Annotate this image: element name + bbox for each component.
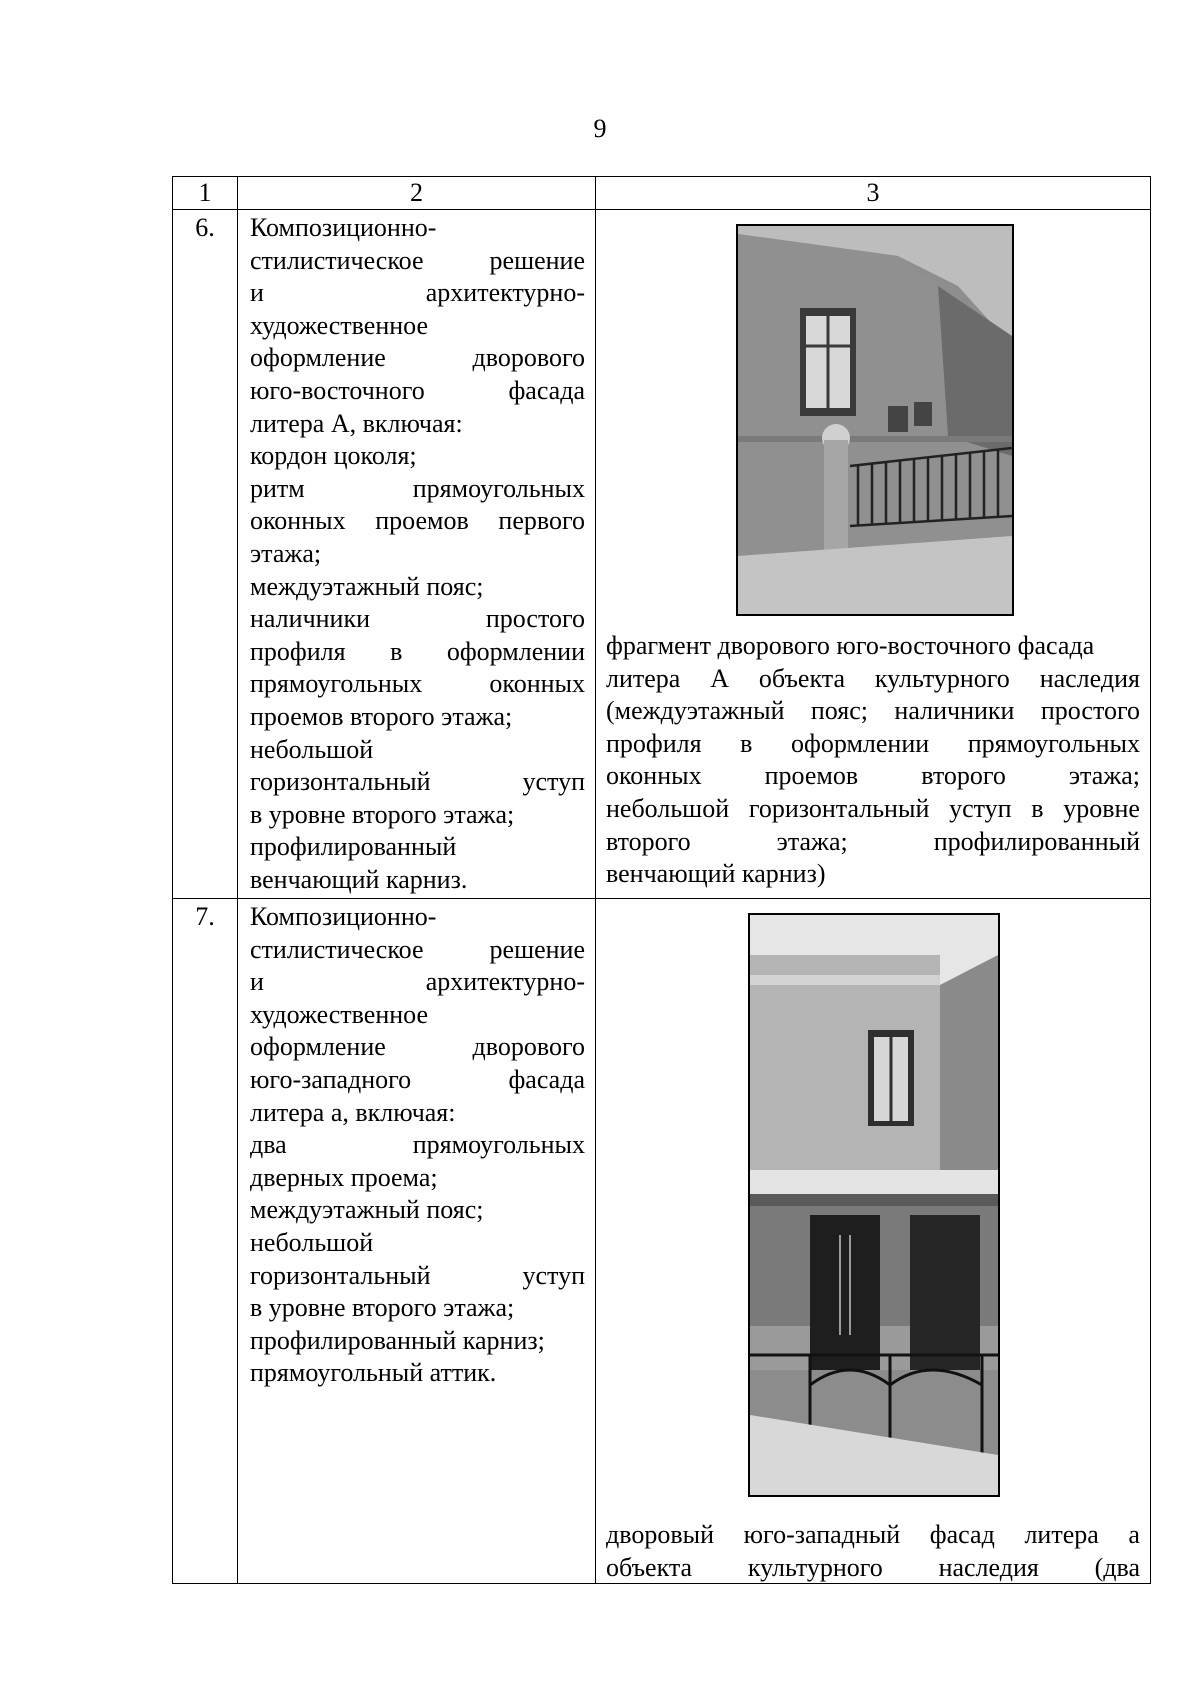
word: уровне: [1063, 793, 1140, 823]
description-line: в уровне второго этажа;: [250, 799, 515, 829]
word: этажа;: [776, 826, 848, 856]
photo-caption: [606, 1519, 1140, 1584]
description-line: [250, 473, 585, 506]
photo-cell: [596, 899, 1151, 1584]
description-line: [250, 934, 585, 967]
description-line: междуэтажный пояс;: [250, 571, 484, 601]
row-number: 6.: [173, 210, 238, 899]
description-line: Композиционно-: [250, 902, 437, 931]
description-line: [250, 277, 585, 310]
word: юго-восточного: [250, 375, 425, 405]
caption-line: [606, 793, 1140, 826]
word: простого: [1040, 696, 1140, 726]
word: прямоугольных: [250, 669, 423, 699]
word: профиля: [250, 636, 346, 666]
facade-photo-southeast: [736, 224, 1014, 616]
photo-cell: [596, 210, 1151, 899]
word: уступ: [949, 793, 1012, 823]
word: оконных: [606, 761, 702, 791]
description-line: [250, 245, 585, 278]
caption-line: [606, 728, 1140, 761]
word: культурного: [874, 663, 1010, 693]
word: а: [1128, 1520, 1140, 1549]
description-line: [250, 668, 585, 701]
word: архитектурно-: [425, 278, 585, 308]
word: юго-западного: [250, 1064, 412, 1094]
word: первого: [498, 506, 585, 536]
word: решение: [489, 245, 585, 275]
description-line: венчающий карниз.: [250, 864, 468, 894]
description-line: Композиционно-: [250, 213, 437, 242]
description-line: [250, 342, 585, 375]
description-line: в уровне второго этажа;: [250, 1293, 515, 1323]
word: наследия: [1039, 663, 1140, 693]
description-line: [250, 375, 585, 408]
word: культурного: [747, 1552, 883, 1582]
description-line: дверных проема;: [250, 1162, 438, 1192]
word: прямоугольных: [412, 473, 585, 503]
word: пояс;: [810, 696, 869, 726]
caption-line: [606, 826, 1140, 859]
description-line: [250, 1031, 585, 1064]
caption-line: фрагмент дворового юго-восточного фасада: [606, 631, 1095, 660]
word: прямоугольных: [412, 1130, 585, 1160]
description-line: [250, 1129, 585, 1162]
word: этажа;: [1068, 761, 1140, 791]
word: наследия: [938, 1552, 1039, 1582]
caption-line: [606, 663, 1140, 696]
word: профиля: [606, 728, 702, 758]
word: юго-западный: [743, 1520, 901, 1549]
description-line: [250, 603, 585, 636]
description-line: литера А, включая:: [250, 408, 463, 438]
caption-line: [606, 695, 1140, 728]
description-line: междуэтажный пояс;: [250, 1195, 484, 1225]
word: небольшой: [606, 793, 730, 823]
caption-line: [606, 1519, 1140, 1552]
word: в: [390, 636, 403, 666]
word: уступ: [522, 1260, 585, 1290]
table-row: [173, 899, 1151, 1584]
heritage-elements-table: [172, 176, 1151, 1584]
word: горизонтальный: [748, 793, 930, 823]
word: дворового: [472, 343, 585, 373]
table-row: [173, 210, 1151, 899]
word: оформление: [250, 1032, 386, 1062]
caption-line: венчающий карниз): [606, 859, 826, 889]
row-description: [238, 899, 596, 1584]
word: фасада: [508, 1064, 585, 1094]
word: прямоугольных: [967, 728, 1140, 758]
description-line: прямоугольный аттик.: [250, 1358, 497, 1388]
word: архитектурно-: [425, 967, 585, 997]
description-line: [250, 1064, 585, 1097]
word: и: [250, 967, 264, 997]
photo-caption: [606, 630, 1140, 891]
word: проемов: [375, 506, 469, 536]
description-line: профилированный карниз;: [250, 1325, 545, 1355]
word: (междуэтажный: [606, 696, 785, 726]
facade-photo-southwest: [748, 913, 1000, 1497]
word: простого: [485, 604, 585, 634]
word: объекта: [758, 663, 845, 693]
header-col-2: 2: [238, 177, 596, 210]
description-line: профилированный: [250, 832, 457, 862]
word: второго: [606, 826, 691, 856]
word: объекта: [606, 1552, 693, 1582]
word: литера: [1024, 1520, 1099, 1549]
word: дворовый: [606, 1520, 714, 1549]
description-line: художественное: [250, 999, 429, 1029]
word: ритм: [250, 473, 305, 503]
word: стилистическое: [250, 245, 424, 275]
word: второго: [921, 761, 1006, 791]
description-line: художественное: [250, 310, 429, 340]
word: уступ: [522, 767, 585, 797]
description-line: литера а, включая:: [250, 1097, 456, 1127]
description-line: [250, 505, 585, 538]
word: решение: [489, 934, 585, 964]
word: в: [1031, 793, 1044, 823]
caption-line: [606, 1552, 1140, 1585]
description-line: [250, 1260, 585, 1293]
word: оконных: [489, 669, 585, 699]
description-line: [250, 636, 585, 669]
word: наличники: [894, 696, 1015, 726]
header-col-3: 3: [596, 177, 1151, 210]
word: оформлении: [446, 636, 585, 666]
word: в: [740, 728, 753, 758]
word: горизонтальный: [250, 767, 431, 797]
description-line: проемов второго этажа;: [250, 701, 513, 731]
word: (два: [1094, 1552, 1140, 1582]
word: профилированный: [933, 826, 1140, 856]
row-description: [238, 210, 596, 899]
word: и: [250, 278, 264, 308]
description-line: [250, 766, 585, 799]
caption-line: [606, 760, 1140, 793]
word: оформлении: [791, 728, 930, 758]
word: дворового: [472, 1032, 585, 1062]
description-line: небольшой: [250, 1227, 374, 1257]
word: два: [250, 1130, 287, 1160]
word: фасад: [929, 1520, 995, 1549]
description-line: этажа;: [250, 538, 322, 568]
word: стилистическое: [250, 934, 424, 964]
word: оконных: [250, 506, 346, 536]
description-line: кордон цоколя;: [250, 441, 417, 471]
word: А: [710, 663, 730, 693]
description-line: небольшой: [250, 734, 374, 764]
word: наличники: [250, 604, 371, 634]
word: проемов: [764, 761, 859, 791]
word: горизонтальный: [250, 1260, 431, 1290]
word: литера: [606, 663, 681, 693]
table-header-row: [173, 177, 1151, 210]
row-number: 7.: [173, 899, 238, 1584]
word: фасада: [508, 375, 585, 405]
header-col-1: 1: [173, 177, 238, 210]
word: оформление: [250, 343, 386, 373]
description-line: [250, 966, 585, 999]
page-number: 9: [593, 114, 607, 143]
